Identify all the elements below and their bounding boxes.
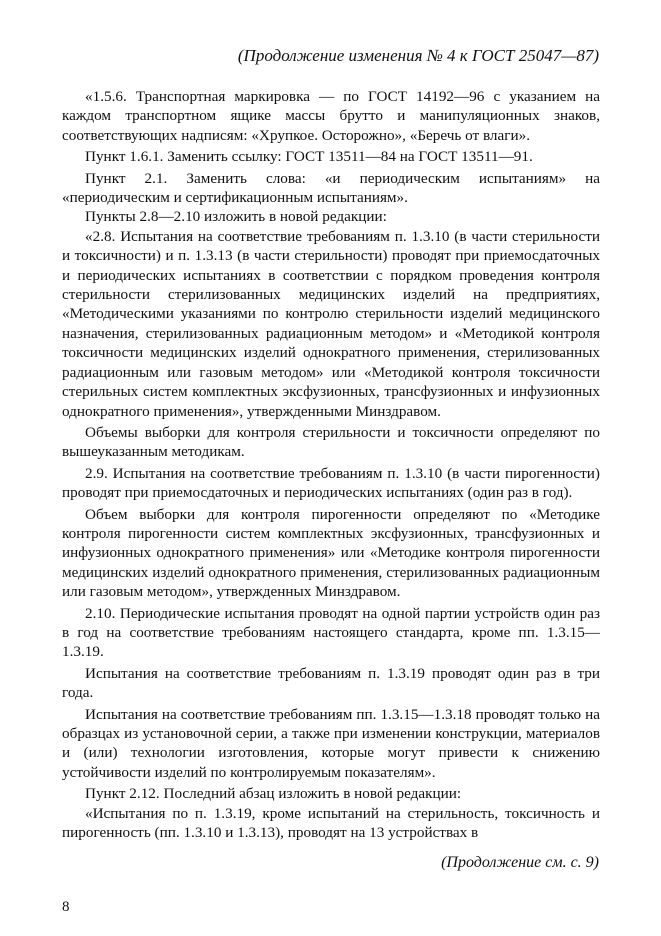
paragraph-1-5-6: «1.5.6. Транспортная маркировка — по ГОСТ 14192—96 с указанием на каждом транспортном ящике массы брутто и манипуляционных знаков, соответствующих надписям: «Хрупкое. Осторожно», «Беречь от влаги».	[62, 88, 600, 144]
paragraph-2-8: «2.8. Испытания на соответствие требованиям п. 1.3.10 (в части стерильности и токсичности) и п. 1.3.13 (в части стерильности) проводят при приемосдаточных и периодических испытаниях в соответствии с порядком проведения контроля стерильности стерилизованных медицинских изделий на предприятиях, «Методическими указаниями по контролю стерильности изделий медицинского назначения, стерилизованных радиационным методом» и «Методикой контроля токсичности медицинских изделий однократного применения, стерилизованных радиационным или газовым методом» или «Методикой контроля токсичности стерильных систем комплектных эксфузионных, трансфузионных и инфузионных однократного применения», утвержденными Минздравом.	[62, 227, 600, 420]
document-body	[62, 87, 600, 842]
paragraph-2-9: 2.9. Испытания на соответствие требованиям п. 1.3.10 (в части пирогенности) проводят при приемосдаточных и периодических испытаниях (один раз в год).	[62, 464, 600, 502]
continuation-header: (Продолжение изменения № 4 к ГОСТ 25047—87)	[237, 46, 599, 65]
paragraph-1-3-19-tests: Испытания на соответствие требованиям п. 1.3.19 проводят один раз в три года.	[62, 664, 600, 702]
page-number: 8	[62, 899, 70, 915]
paragraph-2-12-text: «Испытания по п. 1.3.19, кроме испытаний на стерильность, токсичность и пирогенность (пп. 1.3.10 и 1.3.13), проводят на 13 устройствах в	[62, 804, 600, 842]
paragraph-2-8-2-10-intro: Пункты 2.8—2.10 изложить в новой редакции:	[85, 208, 387, 226]
paragraph-2-10: 2.10. Периодические испытания проводят на одной партии устройств один раз в год на соответствие требованиям настоящего стандарта, кроме пп. 1.3.15—1.3.19.	[62, 604, 600, 661]
paragraph-2-1: Пункт 2.1. Заменить слова: «и периодическим испытаниям» на «периодическим и сертификационным испытаниям».	[62, 169, 600, 207]
paragraph-1-3-15-tests: Испытания на соответствие требованиям пп. 1.3.15—1.3.18 проводят только на образцах из установочной серии, а также при изменении конструкции, материалов и (или) технологии изготовления, которые могут привести к снижению устойчивости изделий по контролируемым показателям».	[62, 705, 600, 781]
paragraph-2-12: Пункт 2.12. Последний абзац изложить в новой редакции:	[85, 785, 462, 803]
paragraph-1-6-1: Пункт 1.6.1. Заменить ссылку: ГОСТ 13511—84 на ГОСТ 13511—91.	[85, 148, 533, 166]
continuation-footer: (Продолжение см. с. 9)	[441, 854, 599, 871]
paragraph-sample-pyrogenicity: Объем выборки для контроля пирогенности определяют по «Методике контроля пирогенности систем комплектных эксфузионных, трансфузионных и инфузионных однократного применения» или «Методике контроля пирогенности медицинских изделий однократного применения, стерилизованных радиационным или газовым методом», утвержденных Минздравом.	[62, 505, 600, 601]
paragraph-sample-sterility: Объемы выборки для контроля стерильности и токсичности определяют по вышеуказанным методикам.	[62, 423, 600, 461]
